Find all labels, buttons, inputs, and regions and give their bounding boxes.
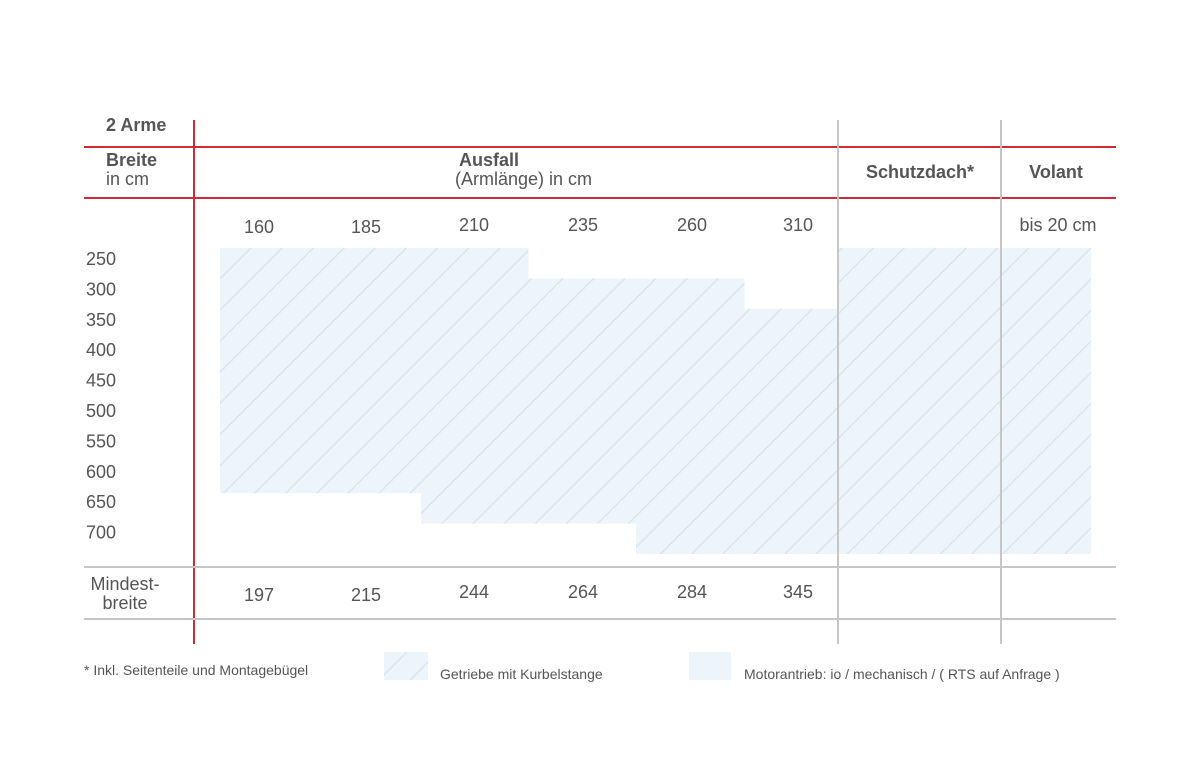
projection-labels — [244, 215, 813, 237]
width-400: 400 — [86, 340, 117, 361]
width-700: 700 — [86, 522, 117, 543]
projection-310: 310 — [782, 215, 814, 235]
availability-block-185 — [313, 248, 422, 493]
width-unit: in cm — [106, 169, 150, 189]
valance-title: Volant — [1029, 162, 1083, 182]
width-title: Breite — [106, 150, 158, 170]
min-width-label-line1: Mindest- — [90, 574, 160, 594]
canopy-title: Schutzdach* — [865, 162, 975, 182]
width-600: 600 — [86, 461, 117, 482]
crank-legend-label: Getriebe mit Kurbelstange — [440, 666, 603, 682]
min-width-197: 197 — [243, 585, 275, 605]
valance-value: bis 20 cm — [1019, 215, 1097, 235]
min-width-345: 345 — [782, 582, 814, 602]
width-350: 350 — [86, 309, 117, 330]
arms-label: 2 Arme — [106, 115, 167, 135]
min-width-215: 215 — [350, 585, 382, 605]
projection-260: 260 — [676, 215, 708, 235]
projection-160: 160 — [243, 217, 275, 237]
min-width-label-line2: breite — [102, 593, 148, 613]
availability-block-260 — [636, 278, 745, 554]
footnote: * Inkl. Seitenteile und Montagebügel — [84, 662, 309, 678]
availability-block-310 — [744, 309, 839, 554]
availability-block-210 — [421, 248, 529, 524]
min-width-values — [244, 582, 813, 605]
canopy-availability-block — [838, 248, 1001, 554]
availability-block-160 — [220, 248, 314, 493]
width-550: 550 — [86, 431, 117, 452]
availability-region — [220, 248, 1091, 554]
projection-235: 235 — [567, 215, 599, 235]
motor-legend-label: Motorantrieb: io / mechanisch / ( RTS auf Anfrage ) — [744, 666, 1060, 682]
projection-subtitle: (Armlänge) in cm — [455, 169, 593, 189]
width-650: 650 — [86, 492, 117, 513]
width-300: 300 — [86, 279, 117, 300]
width-500: 500 — [86, 401, 117, 421]
projection-185: 185 — [350, 217, 382, 237]
width-labels — [86, 249, 116, 543]
crank-swatch — [384, 652, 428, 680]
valance-availability-block — [1001, 248, 1091, 554]
availability-block-235 — [528, 278, 637, 523]
width-250: 250 — [86, 249, 117, 269]
width-450: 450 — [86, 370, 117, 391]
min-width-284: 284 — [676, 582, 708, 602]
motor-swatch — [689, 652, 731, 680]
projection-title: Ausfall — [459, 150, 520, 170]
min-width-244: 244 — [458, 582, 490, 602]
projection-210: 210 — [458, 215, 490, 235]
min-width-264: 264 — [567, 582, 599, 602]
